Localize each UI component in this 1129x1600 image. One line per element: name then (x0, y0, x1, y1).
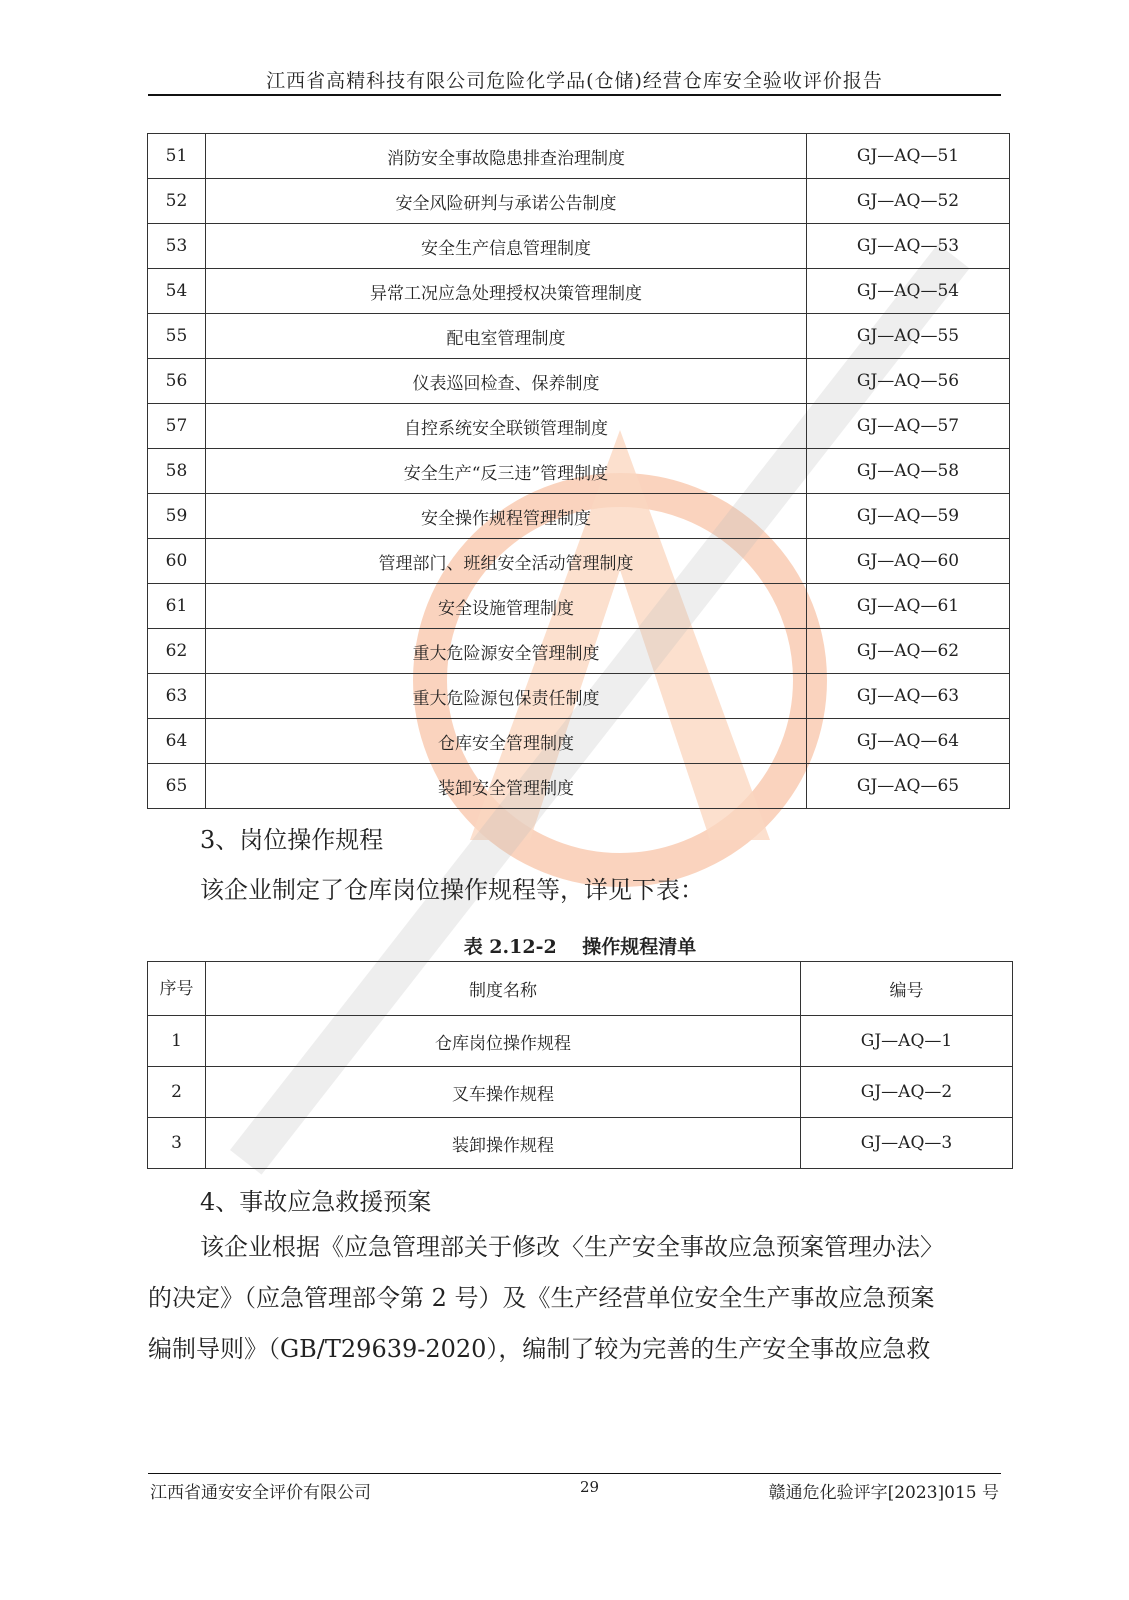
cell-index: 59 (148, 494, 206, 539)
cell-index: 55 (148, 314, 206, 359)
col-header-code: 编号 (801, 962, 1013, 1016)
cell-name: 消防安全事故隐患排查治理制度 (206, 134, 807, 179)
cell-code: GJ—AQ—64 (807, 719, 1010, 764)
section4-line-2: 的决定》（应急管理部令第 2 号）及《生产经营单位安全生产事故应急预案 (148, 1284, 935, 1312)
cell-code: GJ—AQ—58 (807, 449, 1010, 494)
table-row (148, 719, 1010, 764)
cell-name: 安全设施管理制度 (206, 584, 807, 629)
cell-index: 56 (148, 359, 206, 404)
cell-code: GJ—AQ—65 (807, 764, 1010, 809)
table-row (148, 1118, 1013, 1169)
section4-heading: 4、事故应急救援预案 (200, 1188, 432, 1216)
cell-name: 安全生产信息管理制度 (206, 224, 807, 269)
cell-index: 3 (148, 1118, 206, 1169)
table-row (148, 629, 1010, 674)
cell-code: GJ—AQ—59 (807, 494, 1010, 539)
cell-name: 安全操作规程管理制度 (206, 494, 807, 539)
footer-divider (148, 1473, 1001, 1474)
policy-table (147, 133, 1010, 809)
table-row (148, 1067, 1013, 1118)
cell-code: GJ—AQ—3 (801, 1118, 1013, 1169)
table-row (148, 269, 1010, 314)
cell-name: 配电室管理制度 (206, 314, 807, 359)
cell-code: GJ—AQ—61 (807, 584, 1010, 629)
table-header-row (148, 962, 1013, 1016)
procedure-table (147, 961, 1013, 1169)
footer-report-number: 赣通危化验评字[2023]015 号 (768, 1483, 999, 1503)
cell-name: 安全生产“反三违”管理制度 (206, 449, 807, 494)
cell-code: GJ—AQ—54 (807, 269, 1010, 314)
header-title: 江西省高精科技有限公司危险化学品(仓储)经营仓库安全验收评价报告 (266, 70, 883, 92)
col-header-name: 制度名称 (206, 962, 801, 1016)
table-row (148, 404, 1010, 449)
cell-code: GJ—AQ—53 (807, 224, 1010, 269)
section4-line-1: 该企业根据《应急管理部关于修改〈生产安全事故应急预案管理办法〉 (200, 1233, 944, 1261)
cell-name: 安全风险研判与承诺公告制度 (206, 179, 807, 224)
table-row (148, 584, 1010, 629)
cell-index: 64 (148, 719, 206, 764)
cell-name: 装卸安全管理制度 (206, 764, 807, 809)
cell-name: 异常工况应急处理授权决策管理制度 (206, 269, 807, 314)
header-divider (148, 94, 1001, 96)
cell-index: 57 (148, 404, 206, 449)
table-row (148, 224, 1010, 269)
cell-index: 63 (148, 674, 206, 719)
cell-code: GJ—AQ—56 (807, 359, 1010, 404)
cell-index: 52 (148, 179, 206, 224)
cell-index: 2 (148, 1067, 206, 1118)
cell-index: 51 (148, 134, 206, 179)
cell-index: 61 (148, 584, 206, 629)
cell-index: 53 (148, 224, 206, 269)
cell-index: 54 (148, 269, 206, 314)
cell-name: 仪表巡回检查、保养制度 (206, 359, 807, 404)
table-row (148, 449, 1010, 494)
cell-name: 叉车操作规程 (206, 1067, 801, 1118)
table-row (148, 1016, 1013, 1067)
cell-code: GJ—AQ—60 (807, 539, 1010, 584)
cell-index: 1 (148, 1016, 206, 1067)
page-number: 29 (580, 1478, 600, 1496)
cell-name: 仓库安全管理制度 (206, 719, 807, 764)
cell-name: 管理部门、班组安全活动管理制度 (206, 539, 807, 584)
cell-code: GJ—AQ—57 (807, 404, 1010, 449)
table-row (148, 314, 1010, 359)
table-row (148, 764, 1010, 809)
table-row (148, 179, 1010, 224)
cell-index: 58 (148, 449, 206, 494)
cell-code: GJ—AQ—52 (807, 179, 1010, 224)
cell-name: 重大危险源包保责任制度 (206, 674, 807, 719)
table-row (148, 134, 1010, 179)
table-row (148, 494, 1010, 539)
table-row (148, 359, 1010, 404)
cell-index: 65 (148, 764, 206, 809)
cell-index: 60 (148, 539, 206, 584)
table-row (148, 674, 1010, 719)
cell-code: GJ—AQ—51 (807, 134, 1010, 179)
table-row (148, 539, 1010, 584)
col-header-index: 序号 (148, 962, 206, 1016)
cell-code: GJ—AQ—63 (807, 674, 1010, 719)
cell-code: GJ—AQ—2 (801, 1067, 1013, 1118)
cell-name: 仓库岗位操作规程 (206, 1016, 801, 1067)
footer-company: 江西省通安安全评价有限公司 (150, 1483, 371, 1503)
section3-text: 该企业制定了仓库岗位操作规程等，详见下表： (200, 876, 704, 904)
cell-name: 自控系统安全联锁管理制度 (206, 404, 807, 449)
section4-line-3: 编制导则》（GB/T29639-2020），编制了较为完善的生产安全事故应急救 (148, 1335, 931, 1363)
cell-code: GJ—AQ—62 (807, 629, 1010, 674)
section3-heading: 3、岗位操作规程 (200, 826, 384, 854)
cell-code: GJ—AQ—55 (807, 314, 1010, 359)
cell-index: 62 (148, 629, 206, 674)
cell-name: 装卸操作规程 (206, 1118, 801, 1169)
table2-caption: 表 2.12-2 操作规程清单 (463, 936, 697, 958)
cell-code: GJ—AQ—1 (801, 1016, 1013, 1067)
cell-name: 重大危险源安全管理制度 (206, 629, 807, 674)
